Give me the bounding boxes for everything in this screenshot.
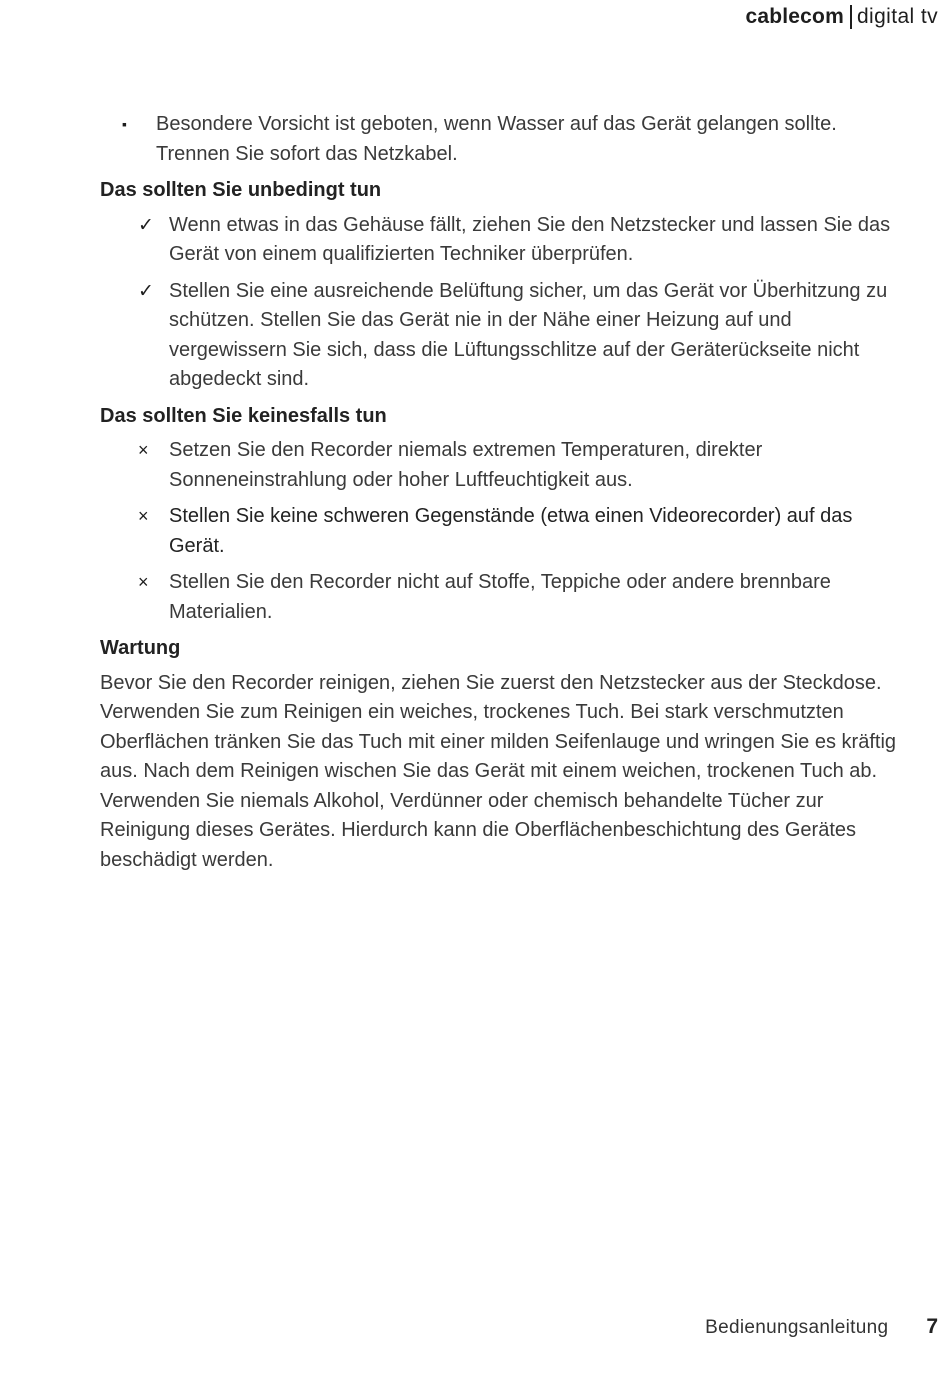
checkmark-icon: ✓	[138, 280, 154, 302]
do-item	[100, 211, 900, 270]
dont-item-text: Setzen Sie den Recorder niemals extremen Temperaturen, direkter Sonneneinstrahlung oder hoher Luftfeuchtigkeit aus.	[169, 439, 763, 491]
intro-bullet-text: Besondere Vorsicht ist geboten, wenn Wasser auf das Gerät gelangen sollte. Trennen Sie sofort das Netzkabel.	[156, 113, 837, 165]
dont-item-text: Stellen Sie keine schweren Gegenstände (etwa einen Videorecorder) auf das Gerät.	[169, 505, 853, 557]
dont-item-text: Stellen Sie den Recorder nicht auf Stoffe, Teppiche oder andere brennbare Materialien.	[169, 571, 831, 623]
document-body	[100, 110, 900, 875]
do-item-text: Stellen Sie eine ausreichende Belüftung sicher, um das Gerät vor Überhitzung zu schützen. Stellen Sie das Gerät nie in der Nähe einer Heizung auf und vergewissern Sie sich, dass die Lüftungsschlitze auf der Geräterückseite nicht abgedeckt sind.	[169, 279, 888, 390]
cross-icon: ×	[138, 572, 149, 592]
dont-item	[100, 502, 900, 561]
dont-item	[100, 436, 900, 495]
page-footer	[705, 1315, 938, 1339]
maintenance-heading: Wartung	[100, 637, 181, 659]
do-item	[100, 277, 900, 395]
dont-section-heading: Das sollten Sie keinesfalls tun	[100, 404, 387, 427]
intro-bullet-item	[100, 110, 900, 169]
cross-icon: ×	[138, 440, 149, 460]
page-number: 7	[926, 1315, 938, 1338]
brand-logo: cablecom	[745, 5, 844, 28]
checkmark-icon: ✓	[138, 214, 154, 236]
header-divider	[850, 5, 852, 29]
footer-label: Bedienungsanleitung	[705, 1317, 889, 1338]
cross-icon: ×	[138, 506, 149, 526]
page-header	[745, 4, 938, 30]
maintenance-paragraph: Bevor Sie den Recorder reinigen, ziehen Sie zuerst den Netzstecker aus der Steckdose. Verwenden Sie zum Reinigen ein weiches, trockenes Tuch. Bei stark verschmutzten Oberflächen tränken Sie das Tuch mit einer milden Seifenlauge und wringen Sie es kräftig aus. Nach dem Reinigen wischen Sie das Gerät mit einem weichen, trockenen Tuch ab. Verwenden Sie niemals Alkohol, Verdünner oder chemisch behandelte Tücher zur Reinigung dieses Gerätes. Hierdurch kann die Oberflächenbeschichtung des Gerätes beschädigt werden.	[100, 671, 897, 871]
do-item-text: Wenn etwas in das Gehäuse fällt, ziehen Sie den Netzstecker und lassen Sie das Gerät von einem qualifizierten Techniker überprüfen.	[169, 213, 891, 265]
product-name: digital tv	[856, 5, 938, 28]
do-section-heading: Das sollten Sie unbedingt tun	[100, 179, 382, 201]
square-bullet-icon: ▪	[122, 116, 127, 132]
dont-item	[100, 568, 900, 627]
